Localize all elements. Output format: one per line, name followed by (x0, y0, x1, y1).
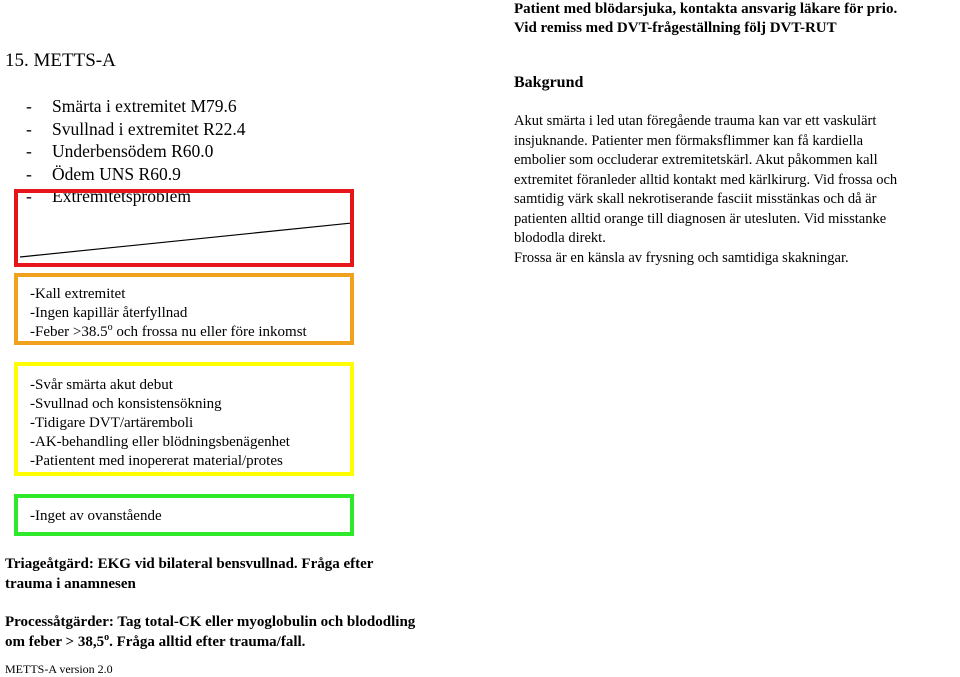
yellow-criterion: -Patientent med inopererat material/protes (30, 453, 283, 469)
yellow-criterion: -Tidigare DVT/artäremboli (30, 415, 194, 431)
diagnosis-code-item: - Smärta i extremitet M79.6 (26, 96, 237, 116)
background-line: insjuknande. Patienter men förmaksflimmer kan få kardiella (514, 132, 864, 149)
background-title: Bakgrund (514, 74, 584, 91)
orange-criterion: -Feber $>38.5^o$ och frossa nu eller före inkomst (30, 322, 307, 340)
green-criterion: -Inget av ovanstående (30, 508, 162, 524)
diagnosis-code-item: - Extremitetsproblem (26, 186, 191, 206)
section-title: 15. METTS-A (5, 50, 116, 71)
process-line: Processåtgärder: Tag total-CK eller myoglobulin och blododling (5, 614, 416, 630)
version-label: METTS-A version 2.0 (5, 662, 113, 676)
process-line: om feber > $38,5^o$. Fråga alltid efter trauma/fall. (5, 631, 306, 650)
background-line: samtidig värk skall nekrotiserande fasciit misstänkas och då är (514, 191, 877, 207)
orange-criterion: -Kall extremitet (30, 286, 126, 302)
triage-line: trauma i anamnesen (5, 575, 136, 592)
diagnosis-code-item: - Svullnad i extremitet R22.4 (26, 118, 246, 139)
yellow-criterion: -Svår smärta akut debut (30, 377, 173, 393)
triage-line: Triageåtgärd: EKG vid bilateral bensvullnad. Fråga efter (5, 556, 374, 572)
process-action (5, 613, 415, 652)
background-line: Frossa är en känsla av frysning och samtidiga skakningar. (514, 249, 849, 266)
orange-criterion: -Ingen kapillär återfyllnad (30, 305, 188, 321)
diagnosis-code-item: - Ödem UNS R60.9 (26, 163, 181, 184)
top-note-line: Vid remiss med DVT-frågeställning följ DVT-RUT (514, 20, 837, 36)
top-note-line: Patient med blödarsjuka, kontakta ansvarig läkare för prio. (514, 1, 898, 17)
yellow-criterion: -AK-behandling eller blödningsbenägenhet (30, 434, 290, 450)
yellow-priority-box (14, 362, 354, 476)
triage-action (5, 555, 373, 594)
background-line: blododla direkt. (514, 230, 606, 246)
background-line: extremitet föranleder alltid kontakt med kärlkirurg. Vid frossa och (514, 171, 898, 188)
yellow-criterion: -Svullnad och konsistensökning (30, 396, 222, 412)
background-text (514, 112, 960, 268)
red-priority-box (14, 189, 354, 267)
red-box-diagonal-line (18, 193, 350, 263)
diagnosis-code-item: - Underbensödem R60.0 (26, 141, 214, 161)
background-line: Akut smärta i led utan föregående trauma kan var ett vaskulärt (514, 113, 877, 129)
top-note (514, 0, 897, 38)
green-priority-box (14, 494, 354, 536)
orange-priority-box (14, 273, 354, 345)
background-line: embolier som occluderar extremitetskärl. Akut påkommen kall (514, 152, 878, 168)
background-line: patienten alltid orange till diagnosen är utesluten. Vid misstanke (514, 210, 887, 227)
